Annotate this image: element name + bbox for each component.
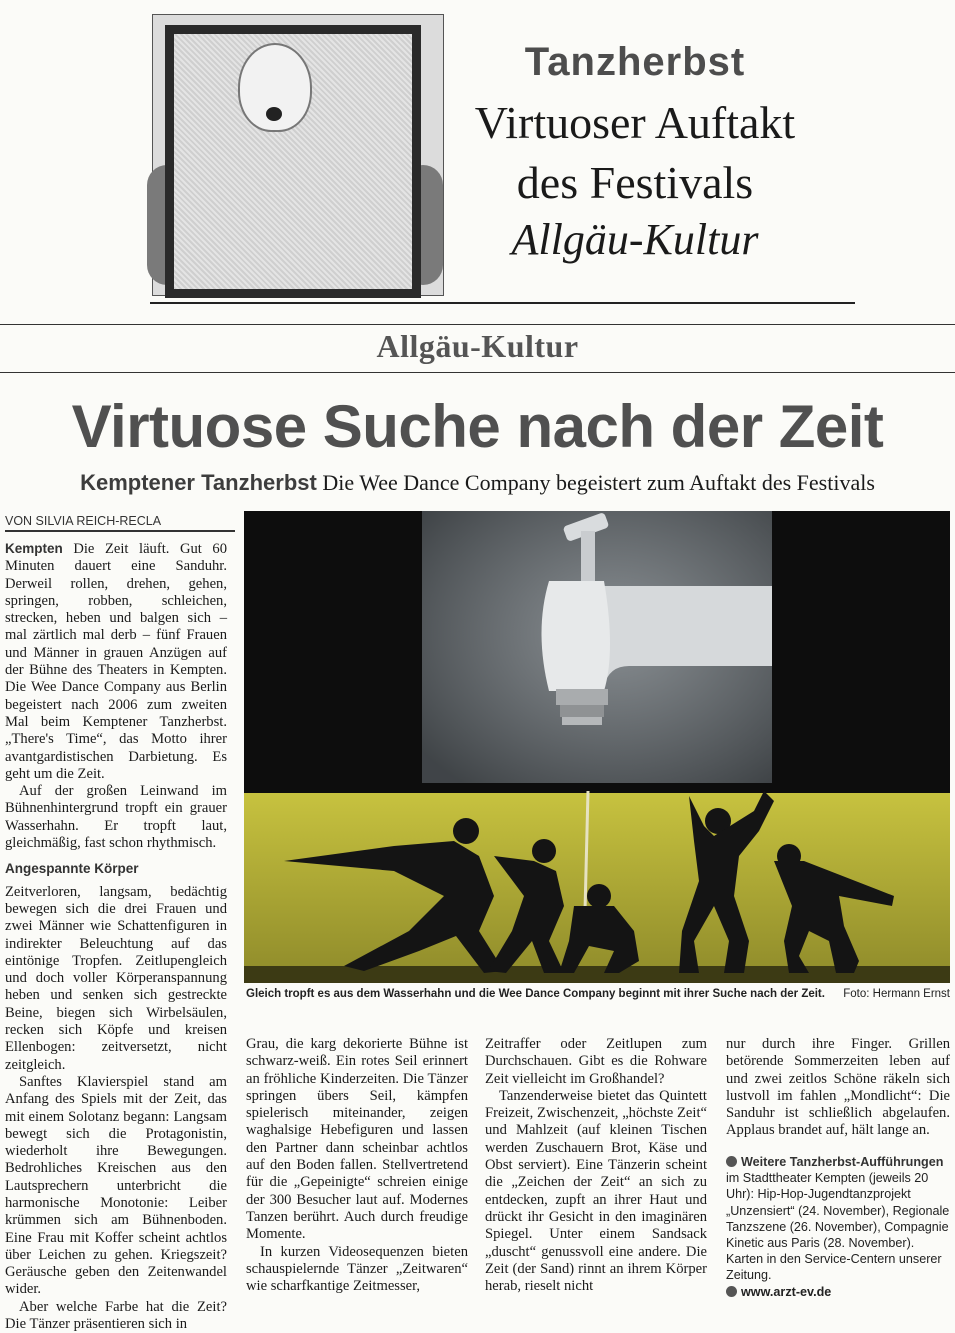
subheadline-kicker: Kemptener Tanzherbst — [80, 470, 317, 495]
teaser-section: Allgäu-Kultur — [511, 215, 759, 264]
caption-text: Gleich tropft es aus dem Wasserhahn und die Wee Dance Company beginnt mit ihrer Suche nach der Zeit. — [246, 988, 825, 1000]
paragraph-text: Die Zeit läuft. Gut 60 Minuten dauert eine Sanduhr. Derweil rollen, drehen, gehen, springen, robben, schleichen, strecken, heben und balgen sich – mal zärtlich mal derb – fünf Frauen und Männer in grauen Anzügen auf der Bühne des Theaters in Kempten. Die Wee Dance Company aus Berlin begeistert nach 2006 zum zweiten Mal beim Kemptener Tanzherbst. „There's Time“, das Motto ihrer avantgardistischen Darbietung. Es geht um die Zeit. — [5, 541, 227, 782]
paragraph: nur durch ihre Finger. Grillen betörende Sommerzeiten leben auf und zwei zeitlos Schöne räkeln sich lustvoll im fahlen „Mondlicht“: Die Sanduhr ist schließlich abgelaufen. Applaus brandet auf, hält lange an. — [726, 1036, 950, 1139]
main-photo — [244, 511, 950, 983]
section-rule-bottom — [0, 372, 955, 373]
paragraph: Zeitraffer oder Zeitlupen zum Durchschauen. Gibt es die Rohware Zeit vielleicht im Großhandel? — [485, 1036, 707, 1087]
teaser-mouth — [266, 107, 282, 121]
paragraph: Tanzenderweise bietet das Quintett Freizeit, Zwischenzeit, „höchste Zeit“ und Mahlzeit (auf kleinen Tischen werden Zuschauern Brot, Käse und Obst serviert). Eine Tänzerin scheint die „Zeichen der Zeit“ an sich zu entdecken, zupft an ihrer Haut und drückt ihr Gesicht in den imaginären Spiegel. Unter einem Sandsack „duscht“ genussvoll eine andere. Die Zeit (der Sand) rinnt an ihrem Körper herab, rieselt nicht — [485, 1087, 707, 1295]
teaser-kicker: Tanzherbst — [524, 40, 746, 84]
article-headline: Virtuose Suche nach der Zeit — [71, 393, 884, 460]
article-subhead: Angespannte Körper — [5, 861, 139, 877]
column-3 — [485, 1036, 707, 1295]
stage-illustration — [244, 511, 950, 983]
info-title-row — [726, 1154, 950, 1170]
section-rule-top — [0, 324, 955, 325]
paragraph: Sanftes Klavierspiel stand am Anfang des Spiels mit der Zeit, das mit einem Solotanz begann: Langsam bewegt sich die Protagonistin, wiederholt ihre Bewegungen. Bedrohliches Kreischen aus den Lautsprechern unterbricht die harmonische Monotonie: Leiber krümmen sich am Bühnenboden. Eine Frau mit Koffer scheint achtlos über Leichen zu gehen. Kriegszeit? Geräusche geben den Zeitenwandel wider. — [5, 1073, 227, 1298]
paragraph: Grau, die karg dekorierte Bühne ist schwarz-weiß. Ein rotes Seil erinnert an fröhliche Kinderzeiten. Die Tänzer springen übers Seil, kämpfen spielerisch miteinander, zeigen waghalsige Hebefiguren und lassen den Partner dann scheinbar achtlos auf den Boden fallen. Stellvertretend für die „Gepeinigte“ schreien einige der 300 Besucher laut auf. Modernes Tanzen berührt. Auch durch freudige Momente. — [246, 1036, 468, 1243]
info-web-link[interactable]: www.arzt-ev.de — [741, 1284, 832, 1299]
byline: VON SILVIA REICH-RECLA — [5, 514, 235, 532]
photo-caption — [246, 988, 950, 1000]
subheadline-text: Die Wee Dance Company begeistert zum Auftakt des Festivals — [322, 470, 875, 495]
teaser-divider — [150, 302, 855, 304]
photo-credit: Foto: Hermann Ernst — [843, 988, 950, 1000]
column-4 — [726, 1036, 950, 1140]
info-text: im Stadttheater Kempten (jeweils 20 Uhr): Hip-Hop-Jugendtanzprojekt „Unzensiert“ (24. November), Regionale Tanzszene (26. November), Compagnie Kinetic aus Paris (28. November). Karten in den Service-Centern unserer Zeitung. — [726, 1171, 950, 1283]
section-head: Allgäu-Kultur — [376, 328, 579, 364]
teaser-headline-line2: des Festivals — [516, 157, 754, 208]
teaser-headline-line1: Virtuoser Auftakt — [474, 97, 796, 148]
paragraph: Aber welche Farbe hat die Zeit? Die Tänzer präsentieren sich in — [5, 1298, 227, 1333]
paragraph: Zeitverloren, langsam, bedächtig bewegen sich die drei Frauen und zwei Männer wie Schattenfiguren in indirekter Beleuchtung auf das eintönige Tropfen. Zeitlupengleich und doch voller Körperanspannung heben und senken sich gestreckte Beine, biegen sich Wirbelsäulen, recken sich Köpfe und kreisen Ellenbogen: zeitversetzt, nicht zeitgleich. — [5, 883, 227, 1073]
info-box — [726, 1154, 950, 1300]
paragraph: In kurzen Videosequenzen bieten schauspielernde Tänzer „Zeitwaren“ wie scharfkantige Zeitmesser, — [246, 1243, 468, 1295]
dateline: Kempten — [5, 541, 63, 556]
info-title: Weitere Tanzherbst-Aufführungen — [741, 1155, 944, 1169]
column-2 — [246, 1036, 468, 1295]
web-bullet-icon — [726, 1286, 737, 1297]
article-subheadline — [0, 470, 955, 496]
teaser-photo — [152, 14, 444, 296]
column-1 — [5, 540, 227, 1333]
paragraph — [5, 540, 227, 783]
paragraph: Auf der großen Leinwand im Bühnenhintergrund tropft ein grauer Wasserhahn. Er tropft laut, gleichmäßig, fast schon rhythmisch. — [5, 783, 227, 852]
info-bullet-icon — [726, 1156, 737, 1167]
info-web-row — [726, 1284, 950, 1300]
